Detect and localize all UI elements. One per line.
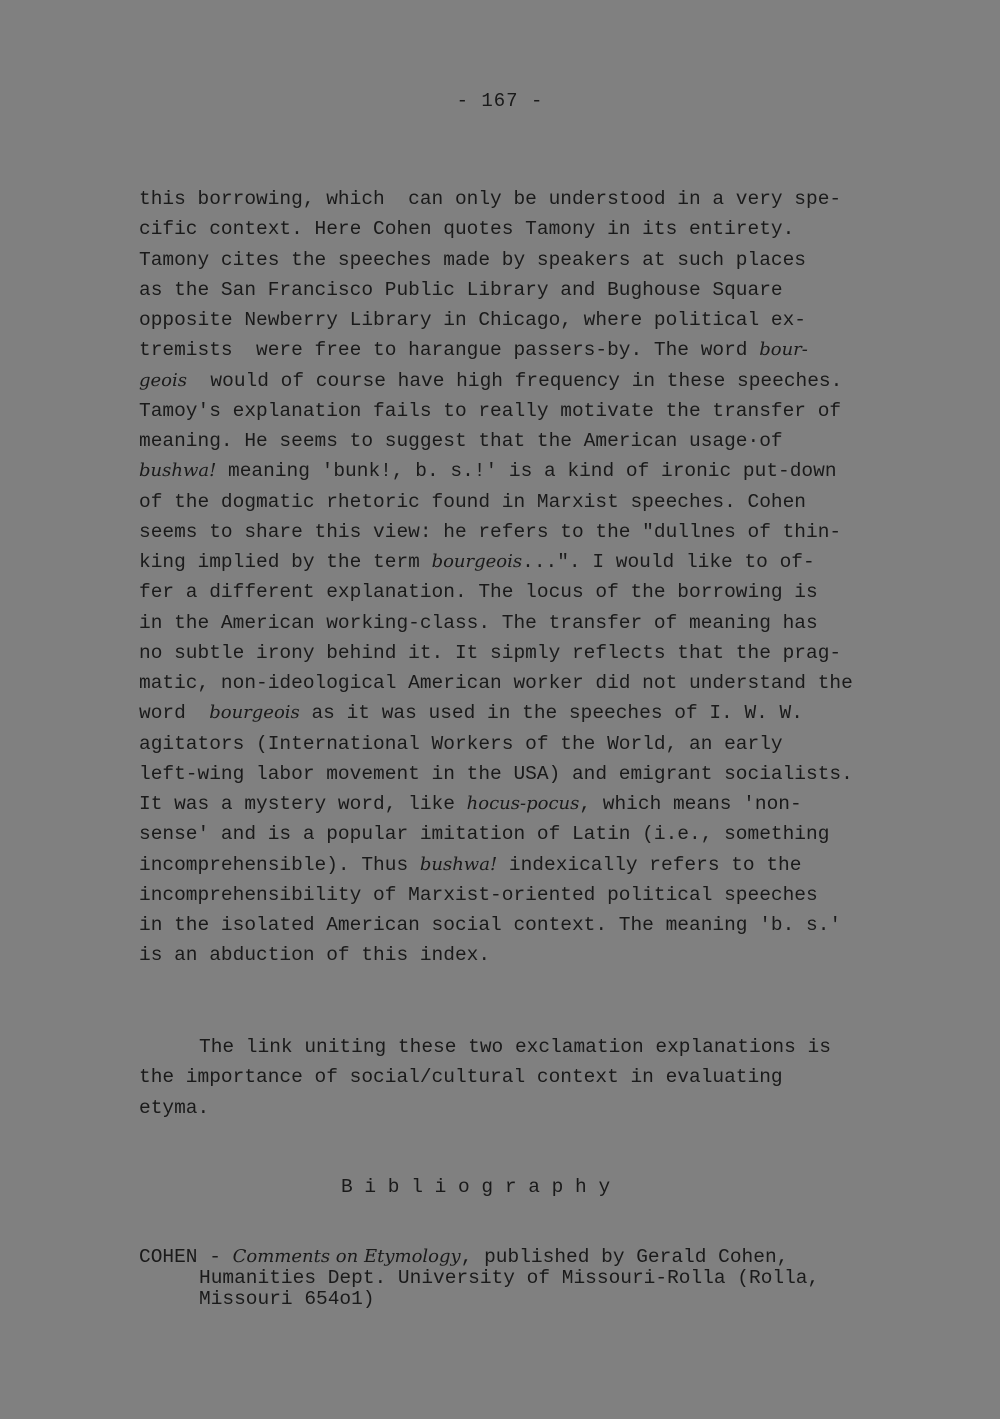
text-run: ...". I would like to of- xyxy=(522,551,815,573)
italic-term: bourgeois xyxy=(431,551,523,572)
text-line xyxy=(139,187,841,211)
text-run: in the American working-class. The transfer of meaning has xyxy=(139,611,818,634)
text-line xyxy=(139,1065,783,1089)
text-run: as the San Francisco Public Library and Bughouse Square xyxy=(139,278,783,301)
text-run: indexically refers to the xyxy=(497,853,802,876)
text-run: fer a different explanation. The locus of the borrowing is xyxy=(139,581,818,604)
text-line xyxy=(139,883,818,907)
text-run: incomprehensible). Thus xyxy=(139,853,420,876)
text-line xyxy=(139,217,794,241)
italic-term: bushwa! xyxy=(419,853,498,875)
text-line xyxy=(139,762,853,786)
text-run: Tamony cites the speeches made by speakers at such places xyxy=(139,248,807,271)
text-run: would of course have high frequency in these speeches. xyxy=(187,369,843,392)
text-line xyxy=(199,1035,831,1059)
text-line xyxy=(139,913,841,937)
text-line xyxy=(139,308,806,332)
text-line xyxy=(139,429,783,453)
text-line xyxy=(139,580,818,604)
italic-term: hocus-pocus xyxy=(466,793,580,814)
italic-term: bour- xyxy=(759,339,808,361)
text-line xyxy=(139,550,815,574)
text-run: Humanities Dept. University of Missouri-Rolla (Rolla, xyxy=(199,1267,820,1289)
text-run: in the isolated American social context. The meaning 'b. s.' xyxy=(139,914,842,936)
text-run: the importance of social/cultural context in evaluating xyxy=(139,1066,783,1089)
text-run: COHEN - xyxy=(139,1246,233,1268)
bibliography-line xyxy=(139,1246,788,1268)
text-run: left-wing labor movement in the USA) and emigrant socialists. xyxy=(139,762,853,785)
text-run: as it was used in the speeches of I. W. W. xyxy=(299,702,803,725)
text-line xyxy=(139,701,803,725)
text-run: sense' and is a popular imitation of Latin (i.e., something xyxy=(139,823,830,846)
text-run: matic, non-ideological American worker did not understand the xyxy=(139,672,853,694)
text-run: is an abduction of this index. xyxy=(139,944,491,967)
text-line xyxy=(139,520,841,544)
text-run: tremists were free to harangue passers-by. The word xyxy=(139,339,760,362)
text-run: incomprehensibility of Marxist-oriented political speeches xyxy=(139,883,818,906)
text-line xyxy=(139,792,802,816)
bibliography-line xyxy=(199,1267,819,1289)
italic-term: Comments on Etymology xyxy=(232,1246,461,1267)
text-line xyxy=(139,853,801,877)
text-line xyxy=(139,671,853,695)
text-run: It was a mystery word, like xyxy=(139,793,467,815)
text-run: word xyxy=(139,702,210,725)
text-line xyxy=(139,459,837,483)
text-run: The link uniting these two exclamation explanations is xyxy=(199,1036,831,1058)
text-run: king implied by the term xyxy=(139,551,432,573)
text-line xyxy=(139,490,806,514)
italic-term: bourgeois xyxy=(209,702,300,724)
text-run: meaning 'bunk!, b. s.!' is a kind of ironic put-down xyxy=(216,460,837,483)
text-run: seems to share this view: he refers to the "dullnes of thin- xyxy=(139,520,842,543)
text-line xyxy=(139,248,806,272)
text-run: opposite Newberry Library in Chicago, where political ex- xyxy=(139,309,807,331)
text-run: Tamoy's explanation fails to really motivate the transfer of xyxy=(139,399,842,422)
text-run: this borrowing, which can only be understood in a very spe- xyxy=(139,188,842,210)
page-number: - 167 - xyxy=(456,90,544,112)
text-line xyxy=(139,369,842,393)
text-run: cific context. Here Cohen quotes Tamony in its entirety. xyxy=(139,218,795,241)
text-line xyxy=(139,338,808,362)
text-run: , published by Gerald Cohen, xyxy=(460,1246,789,1268)
text-run: etyma. xyxy=(139,1096,210,1119)
text-line xyxy=(139,641,841,665)
text-line xyxy=(139,611,818,635)
text-line xyxy=(139,399,841,423)
bibliography-heading: B i b l i o g r a p h y xyxy=(341,1176,611,1198)
italic-term: bushwa! xyxy=(139,460,217,482)
text-run: , which means 'non- xyxy=(579,793,802,815)
text-line xyxy=(139,822,829,846)
text-line xyxy=(139,943,490,967)
text-line xyxy=(139,1096,209,1120)
text-run: agitators (International Workers of the World, an early xyxy=(139,732,783,755)
bibliography-line xyxy=(199,1288,375,1310)
italic-term: geois xyxy=(139,369,188,391)
text-line xyxy=(139,278,783,302)
text-line xyxy=(139,732,783,756)
text-run: Missouri 654o1) xyxy=(199,1288,375,1310)
text-run: of the dogmatic rhetoric found in Marxist speeches. Cohen xyxy=(139,490,807,513)
text-run: no subtle irony behind it. It sipmly reflects that the prag- xyxy=(139,641,842,664)
text-run: meaning. He seems to suggest that the American usage·of xyxy=(139,430,783,452)
